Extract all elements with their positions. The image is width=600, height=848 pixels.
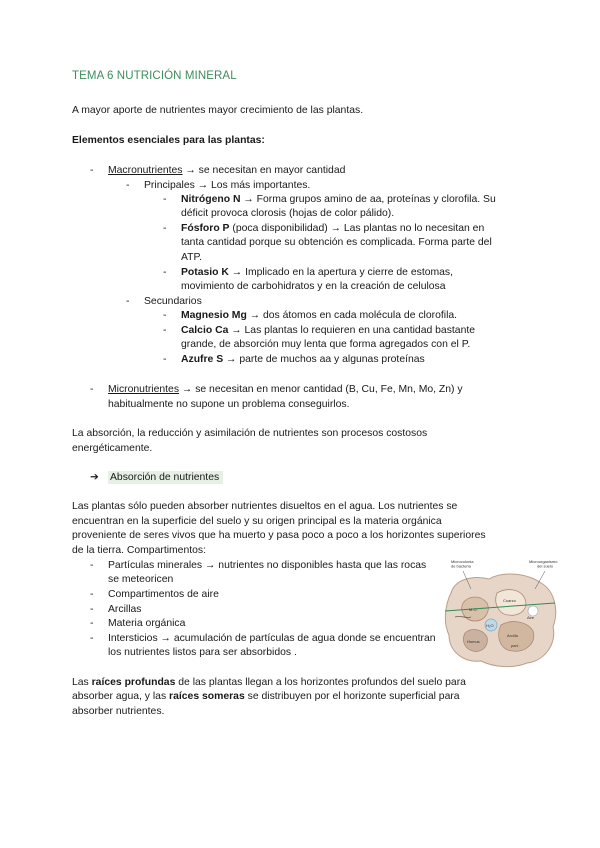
label-microcolony: Microcolonia — [451, 559, 474, 564]
bullet: - — [163, 325, 167, 336]
micronutrients-desc: → se necesitan en menor cantidad (B, Cu, Fe, Mn, Mo, Zn) y — [179, 384, 463, 395]
label-clay: Arcilla — [507, 633, 518, 638]
absorption-paragraph-line1: La absorción, la reducción y asimilación de nutrientes son procesos costosos — [72, 428, 428, 439]
compartment-item-interstices: Intersticios → acumulación de partículas de agua donde se encuentran — [108, 633, 436, 644]
bullet: - — [163, 223, 167, 234]
bullet: - — [90, 604, 94, 615]
bullet: - — [126, 296, 130, 307]
label-quartz: Cuarzo — [503, 598, 516, 603]
absorption-paragraph-line2: energéticamente. — [72, 443, 153, 454]
soil-compartments-diagram — [441, 559, 561, 671]
compartment-item-mineral-line2: se meteoricen — [108, 574, 174, 585]
principales-item: Principales → Los más importantes. — [144, 180, 311, 191]
label-organic-matter: M.O. — [469, 607, 478, 612]
phosphorus-name: Fósforo P — [181, 223, 230, 234]
subheading — [90, 471, 223, 486]
soil-aggregate — [445, 574, 555, 667]
intro-text: A mayor aporte de nutrientes mayor crecimiento de las plantas. — [72, 105, 364, 116]
subheading-label: Absorción de nutrientes — [108, 471, 223, 484]
compartment-item-organic: Materia orgánica — [108, 618, 186, 629]
bullet: - — [163, 354, 167, 365]
deep-roots-term: raíces profundas — [91, 677, 176, 688]
arrow-icon: ➔ — [90, 472, 99, 483]
potassium-name: Potasio K — [181, 267, 229, 278]
bullet: - — [126, 180, 130, 191]
label-air: Aire — [527, 615, 535, 620]
calcium-item — [181, 324, 475, 339]
bullet: - — [90, 618, 94, 629]
roots-text: Las — [72, 677, 92, 688]
roots-paragraph-line3: absorber nutrientes. — [72, 706, 165, 717]
micronutrients-item — [108, 383, 463, 398]
potassium-desc: → Implicado en la apertura y cierre de estomas, — [228, 267, 454, 278]
bullet: - — [90, 165, 94, 176]
calcium-name: Calcio Ca — [181, 325, 229, 336]
bullet: - — [163, 267, 167, 278]
potassium-item — [181, 266, 453, 281]
bullet: - — [163, 310, 167, 321]
label-particle: part. — [511, 643, 520, 648]
nitrogen-item — [181, 193, 496, 208]
label-humus: Humus — [467, 639, 480, 644]
macronutrients-desc: → se necesitan en mayor cantidad — [182, 165, 346, 176]
page-title: TEMA 6 NUTRICIÓN MINERAL — [72, 70, 237, 82]
soil-paragraph-line4: de la tierra. Compartimentos: — [72, 545, 206, 556]
magnesium-name: Magnesio Mg — [181, 310, 247, 321]
bullet: - — [90, 560, 94, 571]
section-heading: Elementos esenciales para las plantas: — [72, 135, 265, 146]
bullet: - — [90, 633, 94, 644]
shallow-roots-term: raíces someras — [169, 691, 245, 702]
bullet: - — [90, 384, 94, 395]
soil-paragraph-line1: Las plantas sólo pueden absorber nutrientes disueltos en el agua. Los nutrientes se — [72, 501, 458, 512]
roots-paragraph-line2 — [72, 690, 460, 705]
calcium-desc-line2: grande, de absorción muy lenta que forma agregados con el P. — [181, 339, 471, 350]
phosphorus-desc: (poca disponibilidad) → Las plantas no lo necesitan en — [229, 223, 485, 234]
soil-paragraph-line3: proveniente de seres vivos que ha muerto y pasa poco a poco a los horizontes superiores — [72, 530, 486, 541]
calcium-desc: → Las plantas lo requieren en una cantidad bastante — [228, 325, 476, 336]
nitrogen-desc: → Forma grupos amino de aa, proteínas y clorofila. Su — [240, 194, 496, 205]
phosphorus-desc-line3: ATP. — [181, 252, 202, 263]
compartment-item-clay: Arcillas — [108, 604, 142, 615]
magnesium-desc: → dos átomos en cada molécula de clorofila. — [246, 310, 458, 321]
potassium-desc-line2: movimiento de carbohidratos y en la creación de celulosa — [181, 281, 446, 292]
roots-text: se distribuyen por el horizonte superficial para — [244, 691, 460, 702]
nitrogen-name: Nitrógeno N — [181, 194, 241, 205]
label-microorganism-2: del suelo — [537, 563, 554, 569]
roots-text: absorber agua, y las — [72, 691, 170, 702]
magnesium-item — [181, 309, 457, 324]
phosphorus-item — [181, 222, 484, 237]
label-microorganism: Microorganismo — [529, 559, 558, 564]
macronutrients-term: Macronutrientes — [108, 165, 183, 176]
label-water: H₂O — [486, 623, 494, 628]
roots-text: de las plantas llegan a los horizontes profundos del suelo para — [175, 677, 466, 688]
bullet: - — [90, 589, 94, 600]
sulfur-name: Azufre S — [181, 354, 224, 365]
compartment-item-air: Compartimentos de aire — [108, 589, 219, 600]
label-microcolony-2: de bacteria — [451, 563, 471, 569]
micronutrients-desc-line2: habitualmente no supone un problema conseguirlos. — [108, 399, 350, 410]
sulfur-desc: → parte de muchos aa y algunas proteínas — [223, 354, 425, 365]
phosphorus-desc-line2: tanta cantidad porque su obtención es complicada. Forma parte del — [181, 237, 492, 248]
roots-paragraph-line1 — [72, 676, 466, 691]
bullet: - — [163, 194, 167, 205]
soil-paragraph-line2: encuentran en la superficie del suelo y su origen principal es la materia orgánica — [72, 516, 442, 527]
compartment-item-mineral: Partículas minerales → nutrientes no disponibles hasta que las rocas — [108, 560, 427, 571]
sulfur-item — [181, 353, 425, 368]
secundarios-item: Secundarios — [144, 296, 202, 307]
macronutrients-item — [108, 164, 345, 179]
compartment-item-interstices-line2: los nutrientes listos para ser absorbidos . — [108, 647, 297, 658]
nitrogen-desc-line2: déficit provoca clorosis (hojas de color pálido). — [181, 208, 395, 219]
micronutrients-term: Micronutrientes — [108, 384, 180, 395]
